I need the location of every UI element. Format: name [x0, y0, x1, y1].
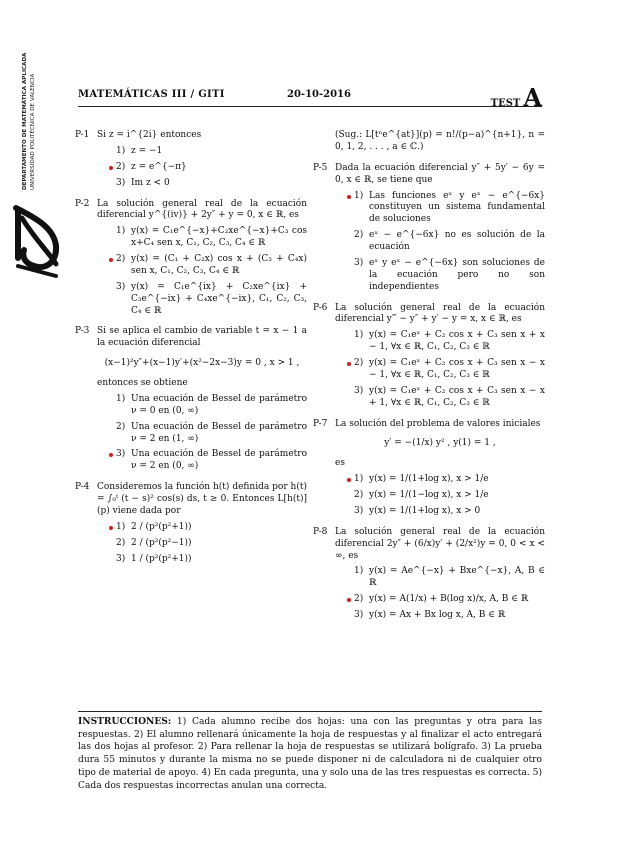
correct-answer-dot-icon	[347, 362, 351, 366]
option: 1) z = −1	[116, 145, 163, 156]
header-divider	[78, 106, 542, 107]
option: 3) 1 / (p²(p²+1))	[116, 553, 192, 564]
option-correct: 3) Una ecuación de Bessel de parámetro ν = 2 en (0, ∞)	[97, 449, 307, 473]
question-stem: La solución general real de la ecuación diferencial 2y″ + (6/x)y′ + (2/x²)y = 0, 0 < x < ∞, es	[335, 526, 545, 561]
question-number: P-1	[75, 130, 90, 140]
option-correct: 1) 2 / (p²(p²+1))	[97, 522, 307, 534]
question-p7	[313, 419, 545, 518]
option-correct: 1) Las funciones eˣ y eˣ − e^{−6x} constituyen un sistema fundamental de soluciones	[335, 191, 545, 227]
question-stem: La solución general real de la ecuación diferencial y^{(iv)} + 2y″ + y = 0, x ∈ ℝ, es	[97, 198, 307, 221]
left-column	[75, 130, 307, 574]
option: 3) y(x) = Ax + Bx log x, A, B ∈ ℝ	[354, 610, 506, 620]
correct-answer-dot-icon	[109, 166, 113, 170]
correct-answer-dot-icon	[109, 453, 113, 457]
question-p1	[75, 130, 307, 190]
display-equation: (x−1)²y″+(x−1)y′+(x²−2x−3)y = 0 , x > 1 ,	[104, 358, 300, 369]
instructions-label: INSTRUCCIONES:	[78, 716, 172, 727]
correct-answer-dot-icon	[109, 526, 113, 530]
option: 2) eˣ − e^{−6x} no es solución de la ecuación	[354, 230, 545, 252]
display-equation: y′ = −(1/x) y² , y(1) = 1 ,	[384, 438, 496, 449]
hint-text: (Sug.: L[tⁿe^{at}](p) = n!/(p−a)^{n+1}, n = 0, 1, 2, . . . , a ∈ ℂ.)	[335, 130, 545, 152]
option: 3) Im z < 0	[116, 177, 170, 188]
question-stem: La solución general real de la ecuación diferencial y‴ − y″ + y′ − y = x, x ∈ ℝ, es	[335, 302, 545, 325]
test-label: TEST	[490, 98, 521, 109]
option: 2) Una ecuación de Bessel de parámetro ν = 2 en (1, ∞)	[116, 421, 307, 444]
option-correct: 2) y(x) = C₁eˣ + C₂ cos x + C₃ sen x − x − 1, ∀x ∈ ℝ, C₁, C₂, C₃ ∈ ℝ	[335, 358, 545, 382]
question-stem: Si se aplica el cambio de variable t = x − 1 a la ecuación diferencial	[97, 326, 307, 349]
option-correct: 1) y(x) = 1/(1+log x), x > 1/e	[335, 474, 545, 486]
question-number: P-4	[75, 482, 90, 493]
option: 3) y(x) = C₁e^{ix} + C₂xe^{ix} + C₃e^{−ix} + C₄xe^{−ix}, C₁, C₂, C₃, C₄ ∈ ℝ	[116, 281, 307, 316]
question-p2	[75, 199, 307, 318]
instructions-divider	[78, 711, 542, 712]
department-name	[21, 52, 51, 190]
test-version	[491, 82, 542, 114]
option: 2) y(x) = 1/(1−log x), x > 1/e	[354, 490, 489, 500]
right-column	[313, 130, 545, 631]
exam-header	[78, 82, 542, 112]
option: 3) y(x) = C₁eˣ + C₂ cos x + C₃ sen x − x + 1, ∀x ∈ ℝ, C₁, C₂, C₃ ∈ ℝ	[354, 385, 545, 408]
correct-answer-dot-icon	[347, 598, 351, 602]
option: 3) y(x) = 1/(1+log x), x > 0	[354, 505, 481, 516]
instructions-text: 1) Cada alumno recibe dos hojas: una con las preguntas y otra para las respuestas. 2) El alumno rellenará únicamente la hoja de respuestas y al finalizar el acto entregará las dos hojas al profesor. 2) Para rellenar la hoja de respuestas se utilizará bolígrafo. 3) La prueba dura 55 minutos y durante la misma no se puede disponer ni de calculadora ni de cualquier otro tipo de material de apoyo. 4) En cada pregunta, una y solo una de las tres respuestas es correcta. 5) Cada dos respuestas incorrectas anulan una correcta.	[78, 717, 542, 791]
option: 2) 2 / (p²(p²−1))	[116, 537, 192, 548]
question-p4	[75, 482, 307, 565]
option-correct: 2) z = e^{−π}	[97, 162, 307, 174]
department-line: DEPARTAMENTO DE MATEMÁTICA APLICADA	[22, 52, 28, 190]
course-title: MATEMÁTICAS III / GITI	[78, 89, 225, 100]
question-p5	[313, 163, 545, 294]
question-stem: Si z = i^{2i} entonces	[97, 130, 202, 140]
question-number: P-7	[313, 418, 328, 429]
question-p3	[75, 326, 307, 473]
question-number: P-3	[75, 326, 90, 337]
correct-answer-dot-icon	[347, 478, 351, 482]
option: 1) y(x) = C₁e^{−x}+C₂xe^{−x}+C₃ cos x+C₄ sen x, C₁, C₂, C₃, C₄ ∈ ℝ	[116, 226, 307, 249]
question-stem: La solución del problema de valores iniciales	[335, 418, 541, 429]
question-number: P-8	[313, 526, 328, 537]
university-line: UNIVERSIDAD POLITÉCNICA DE VALENCIA	[30, 73, 36, 190]
question-stem: Dada la ecuación diferencial y″ + 5y′ − 6y = 0, x ∈ ℝ, se tiene que	[335, 162, 545, 185]
exam-date: 20-10-2016	[287, 89, 351, 100]
correct-answer-dot-icon	[347, 195, 351, 199]
option: 1) y(x) = C₁eˣ + C₂ cos x + C₃ sen x + x − 1, ∀x ∈ ℝ, C₁, C₂, C₃ ∈ ℝ	[354, 330, 545, 353]
laplace-hint	[313, 130, 545, 154]
option-correct: 2) y(x) = A(1/x) + B(log x)/x, A, B ∈ ℝ	[335, 594, 545, 606]
question-continuation: entonces se obtiene	[97, 378, 188, 388]
question-number: P-5	[313, 162, 328, 173]
correct-answer-dot-icon	[109, 258, 113, 262]
option: 1) Una ecuación de Bessel de parámetro ν = 0 en (0, ∞)	[116, 393, 307, 416]
test-letter: A	[523, 83, 542, 112]
question-number: P-2	[75, 198, 90, 209]
question-number: P-6	[313, 302, 328, 313]
option: 3) eˣ y eˣ − e^{−6x} son soluciones de la ecuación pero no son independientes	[354, 257, 545, 292]
option: 1) y(x) = Ae^{−x} + Bxe^{−x}, A, B ∈ ℝ	[354, 566, 545, 589]
question-stem: Consideremos la función h(t) definida por h(t) = ∫₀ᵗ (t − s)² cos(s) ds, t ≥ 0. Entonces L[h(t)](p) viene dada por	[97, 482, 307, 516]
option-correct: 2) y(x) = (C₁ + C₂x) cos x + (C₃ + C₄x) sen x, C₁, C₂, C₃, C₄ ∈ ℝ	[97, 254, 307, 278]
instructions	[78, 716, 542, 792]
question-p6	[313, 303, 545, 410]
question-p8	[313, 527, 545, 622]
question-continuation: es	[335, 458, 345, 469]
